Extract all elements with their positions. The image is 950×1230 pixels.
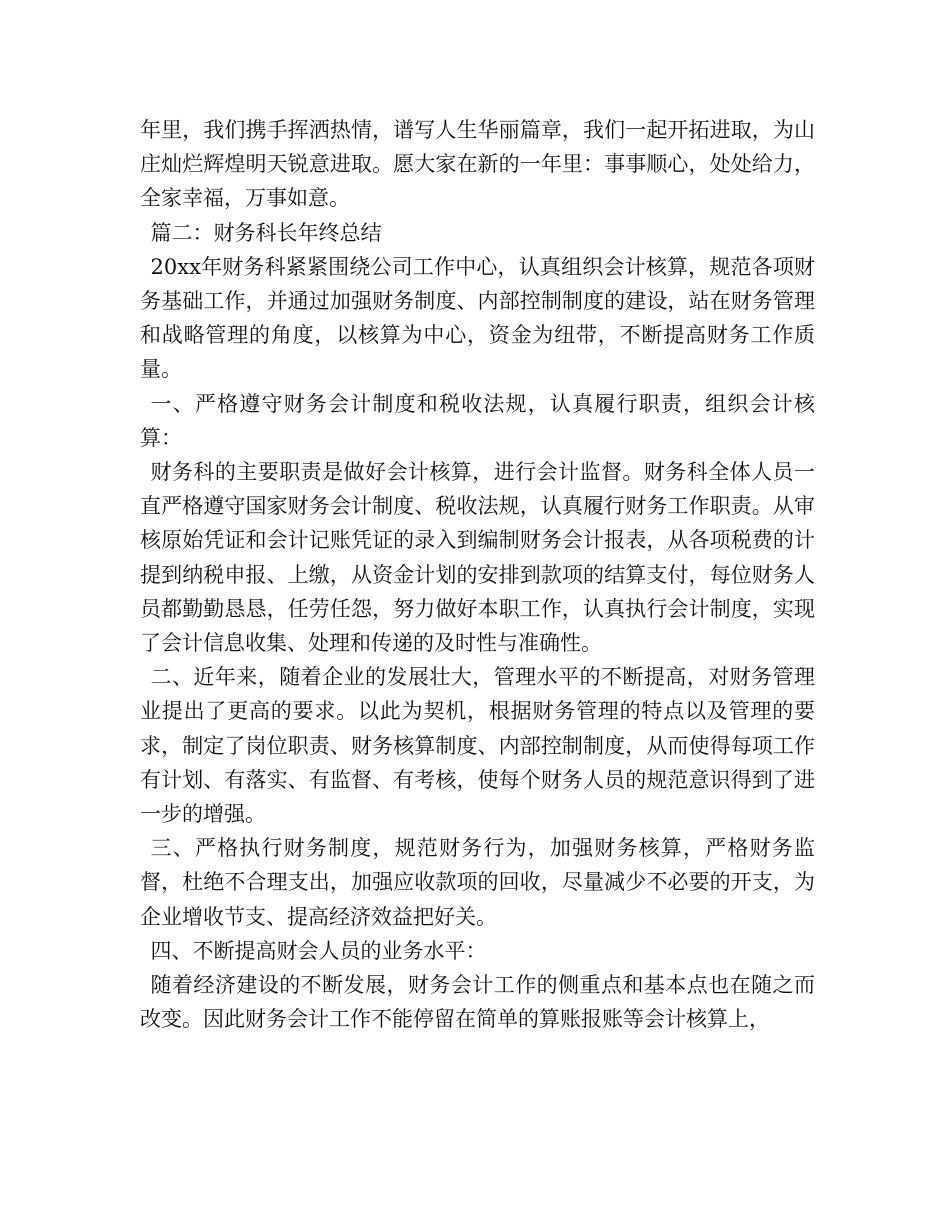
body-paragraph: 三、严格执行财务制度，规范财务行为，加强财务核算，严格财务监督，杜绝不合理支出，加强应收款项的回收，尽量减少不必要的开支，为企业增收节支、提高经济效益把好关。	[140, 836, 815, 929]
body-paragraph: 年里，我们携手挥洒热情，谱写人生华丽篇章，我们一起开拓进取，为山庄灿烂辉煌明天锐意进取。愿大家在新的一年里：事事顺心，处处给力，全家幸福，万事如意。	[140, 118, 815, 211]
body-paragraph: 二、近年来，随着企业的发展壮大，管理水平的不断提高，对财务管理业提出了更高的要求。以此为契机，根据财务管理的特点以及管理的要求，制定了岗位职责、财务核算制度、内部控制制度，从而使得每项工作有计划、有落实、有监督、有考核，使每个财务人员的规范意识得到了进一步的增强。	[140, 665, 815, 827]
section-heading: 四、不断提高财会人员的业务水平：	[150, 938, 487, 963]
body-paragraph: 随着经济建设的不断发展，财务会计工作的侧重点和基本点也在随之而改变。因此财务会计工作不能停留在简单的算账报账等会计核算上，	[140, 973, 815, 1032]
body-paragraph: 20xx年财务科紧紧围绕公司工作中心，认真组织会计核算，规范各项财务基础工作，并通过加强财务制度、内部控制制度的建设，站在财务管理和战略管理的角度，以核算为中心，资金为纽带，不断提高财务工作质量。	[140, 254, 815, 382]
section-heading: 一、严格遵守财务会计制度和税收法规，认真履行职责，组织会计核算：	[140, 391, 815, 450]
document-page	[140, 113, 815, 1036]
section-heading: 篇二：财务科长年终总结	[150, 220, 382, 245]
body-paragraph: 财务科的主要职责是做好会计核算，进行会计监督。财务科全体人员一直严格遵守国家财务会计制度、税收法规，认真履行财务工作职责。从审核原始凭证和会计记账凭证的录入到编制财务会计报表，从各项税费的计提到纳税申报、上缴，从资金计划的安排到款项的结算支付，每位财务人员都勤勤恳恳，任劳任怨，努力做好本职工作，认真执行会计制度，实现了会计信息收集、处理和传递的及时性与准确性。	[140, 460, 815, 656]
